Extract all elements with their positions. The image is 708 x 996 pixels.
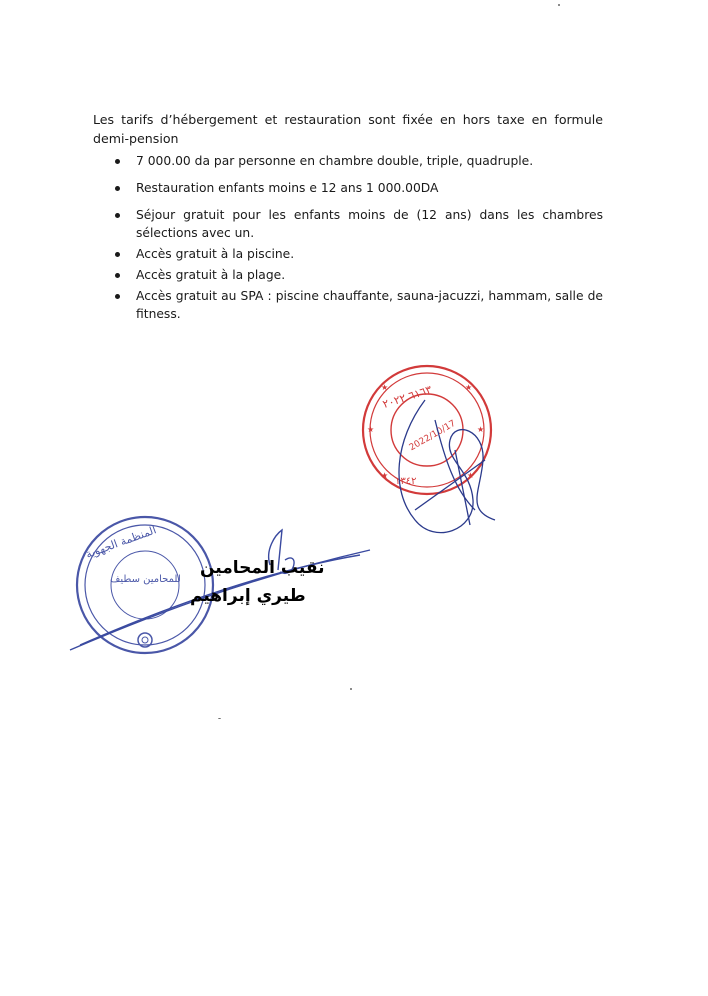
svg-text:★: ★ (467, 471, 475, 480)
svg-text:★: ★ (367, 425, 375, 434)
list-item (93, 152, 603, 170)
bullet-icon (115, 159, 120, 164)
signature-title: نقيب المحامين (200, 558, 325, 578)
svg-text:★: ★ (465, 383, 473, 392)
intro-paragraph: Les tarifs d’hébergement et restauration sont fixée en hors taxe en formule demi-pension (93, 112, 603, 146)
list-item (93, 179, 603, 197)
svg-text:★: ★ (381, 471, 389, 480)
tariff-list (93, 152, 603, 323)
list-item (93, 287, 603, 323)
list-item-text: 7 000.00 da par personne en chambre double, triple, quadruple. (136, 154, 534, 168)
scan-speck (218, 718, 221, 719)
svg-text:١٣٤٢: ١٣٤٢ (395, 476, 417, 487)
list-item-text: Accès gratuit à la plage. (136, 268, 286, 282)
svg-text:للمحامين سطيف: للمحامين سطيف (110, 574, 181, 585)
list-item-text: Accès gratuit au SPA : piscine chauffante, sauna-jacuzzi, hammam, salle de fitness. (136, 289, 603, 321)
bullet-icon (115, 186, 120, 191)
bullet-icon (115, 294, 120, 299)
list-item-text: Séjour gratuit pour les enfants moins de (12 ans) dans les chambres sélections avec un. (136, 208, 603, 240)
list-item-text: Accès gratuit à la piscine. (136, 247, 295, 261)
svg-text:المنظمة الجهوية: المنظمة الجهوية (83, 523, 158, 561)
list-item (93, 266, 603, 284)
bullet-icon (115, 213, 120, 218)
list-item (93, 245, 603, 263)
list-item (93, 206, 603, 242)
svg-text:٦١٦٣ ٢٠٢٢: ٦١٦٣ ٢٠٢٢ (381, 382, 434, 412)
svg-text:★: ★ (381, 383, 389, 392)
list-item-text: Restauration enfants moins e 12 ans 1 000.00DA (136, 181, 439, 195)
scan-speck (350, 688, 352, 690)
svg-text:★: ★ (477, 425, 485, 434)
scan-speck (558, 4, 560, 6)
bullet-icon (115, 252, 120, 257)
bullet-icon (115, 273, 120, 278)
svg-text:2022/10/17: 2022/10/17 (407, 418, 458, 454)
signature-name: طيري إبراهيم (190, 586, 306, 606)
